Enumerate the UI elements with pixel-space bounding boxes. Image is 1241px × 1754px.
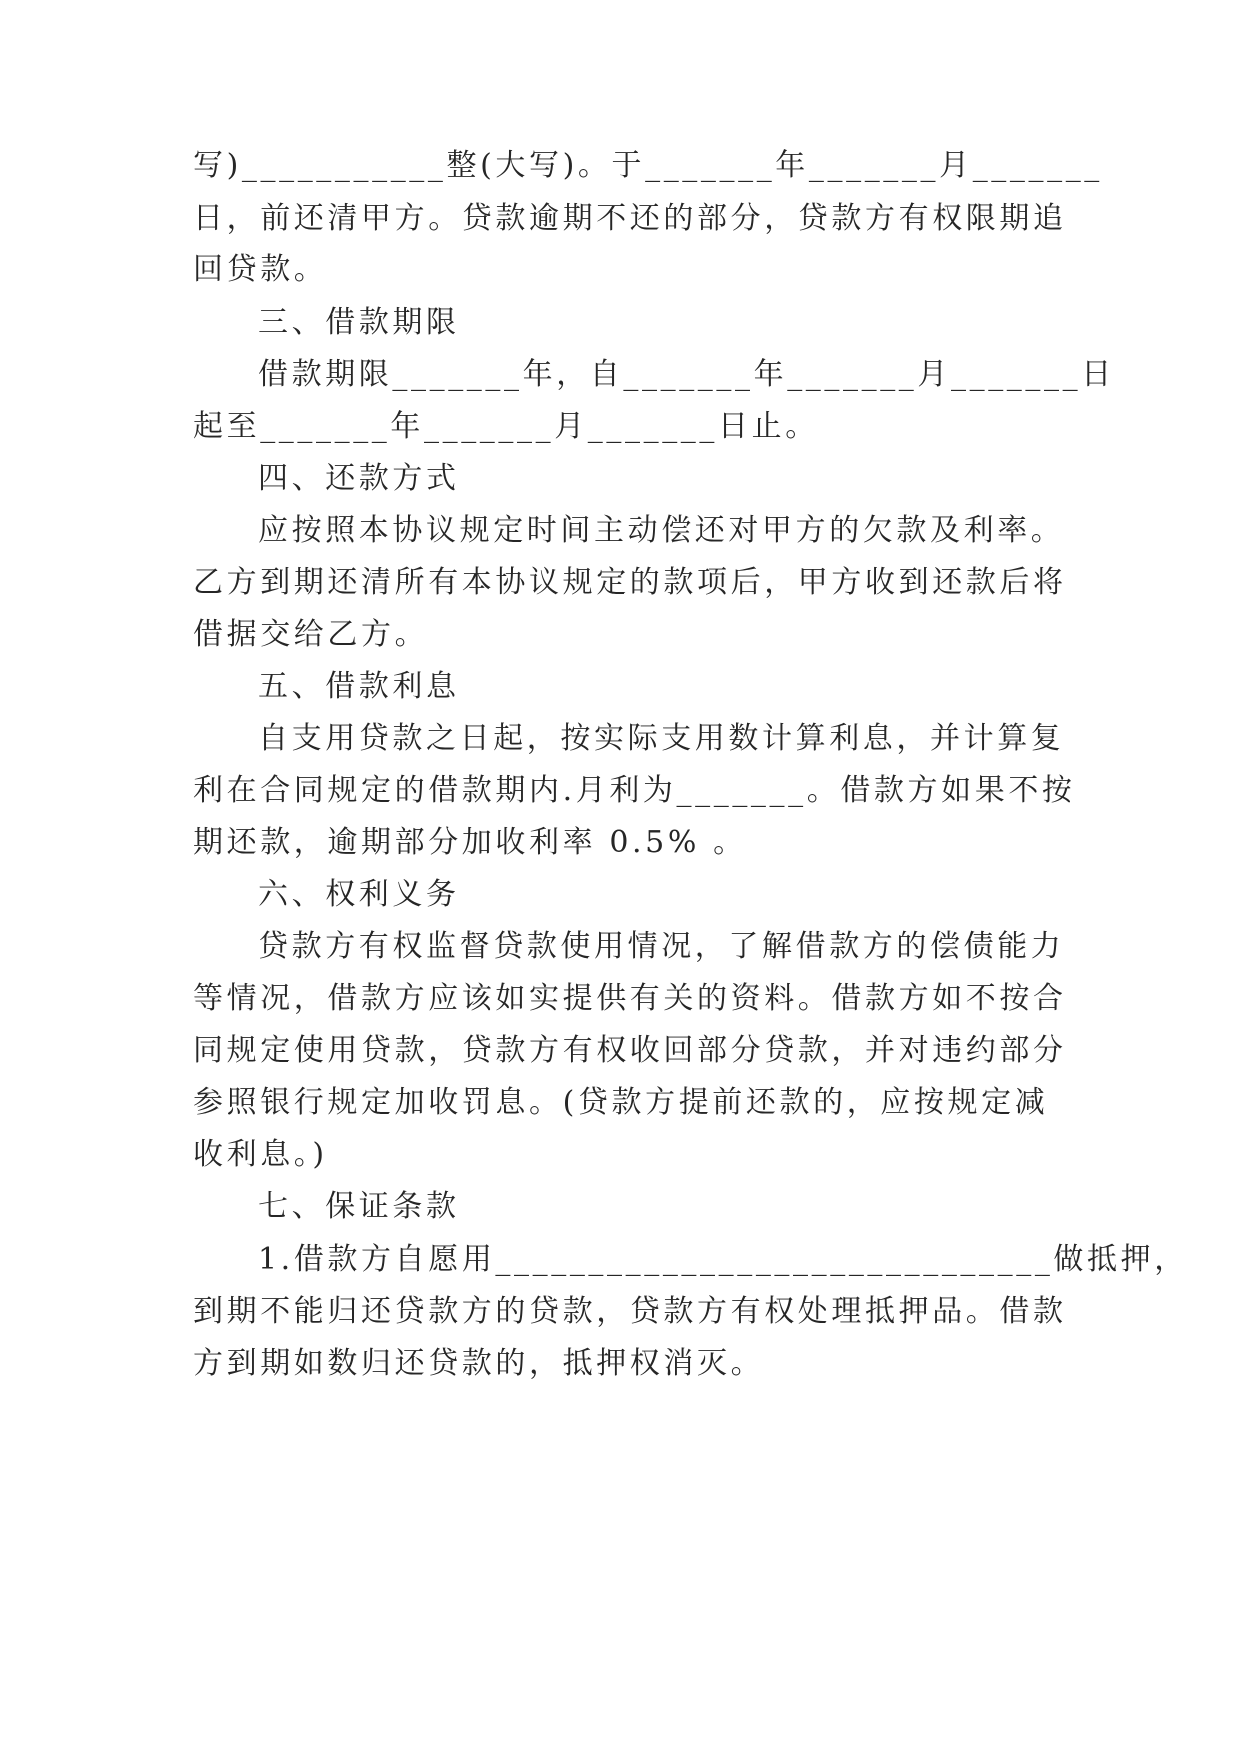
paragraph-line: 借据交给乙方。 (193, 617, 429, 652)
paragraph-line: 1.借款方自愿用______________________________做抵押， (258, 1242, 1188, 1277)
section-heading: 六、权利义务 (258, 877, 460, 912)
paragraph-line: 期还款，逾期部分加收利率 0.5% 。 (193, 825, 747, 860)
paragraph-line: 起至_______年_______月_______日止。 (193, 409, 819, 444)
paragraph-line: 方到期如数归还贷款的，抵押权消灭。 (193, 1346, 765, 1381)
paragraph-line: 日，前还清甲方。贷款逾期不还的部分，贷款方有权限期追 (193, 201, 1067, 236)
paragraph-line: 利在合同规定的借款期内.月利为_______。借款方如果不按 (193, 773, 1076, 808)
paragraph-line: 自支用贷款之日起，按实际支用数计算利息，并计算复 (258, 721, 1065, 756)
paragraph-line: 等情况，借款方应该如实提供有关的资料。借款方如不按合 (193, 981, 1067, 1016)
section-heading: 四、还款方式 (258, 461, 460, 496)
paragraph-line: 贷款方有权监督贷款使用情况，了解借款方的偿债能力 (258, 929, 1065, 964)
paragraph-line: 回贷款。 (193, 252, 328, 287)
section-heading: 七、保证条款 (258, 1189, 460, 1224)
paragraph-line: 借款期限_______年，自_______年_______月_______日 (258, 357, 1115, 392)
paragraph-line: 参照银行规定加收罚息。(贷款方提前还款的，应按规定减 (193, 1085, 1049, 1120)
paragraph-line: 同规定使用贷款，贷款方有权收回部分贷款，并对违约部分 (193, 1033, 1067, 1068)
section-heading: 五、借款利息 (258, 669, 460, 704)
paragraph-line: 写)___________整(大写)。于_______年_______月_______ (193, 148, 1103, 183)
paragraph-line: 收利息。) (193, 1137, 328, 1172)
paragraph-line: 应按照本协议规定时间主动偿还对甲方的欠款及利率。 (258, 513, 1065, 548)
paragraph-line: 到期不能归还贷款方的贷款，贷款方有权处理抵押品。借款 (193, 1294, 1067, 1329)
section-heading: 三、借款期限 (258, 305, 460, 340)
paragraph-line: 乙方到期还清所有本协议规定的款项后，甲方收到还款后将 (193, 565, 1067, 600)
